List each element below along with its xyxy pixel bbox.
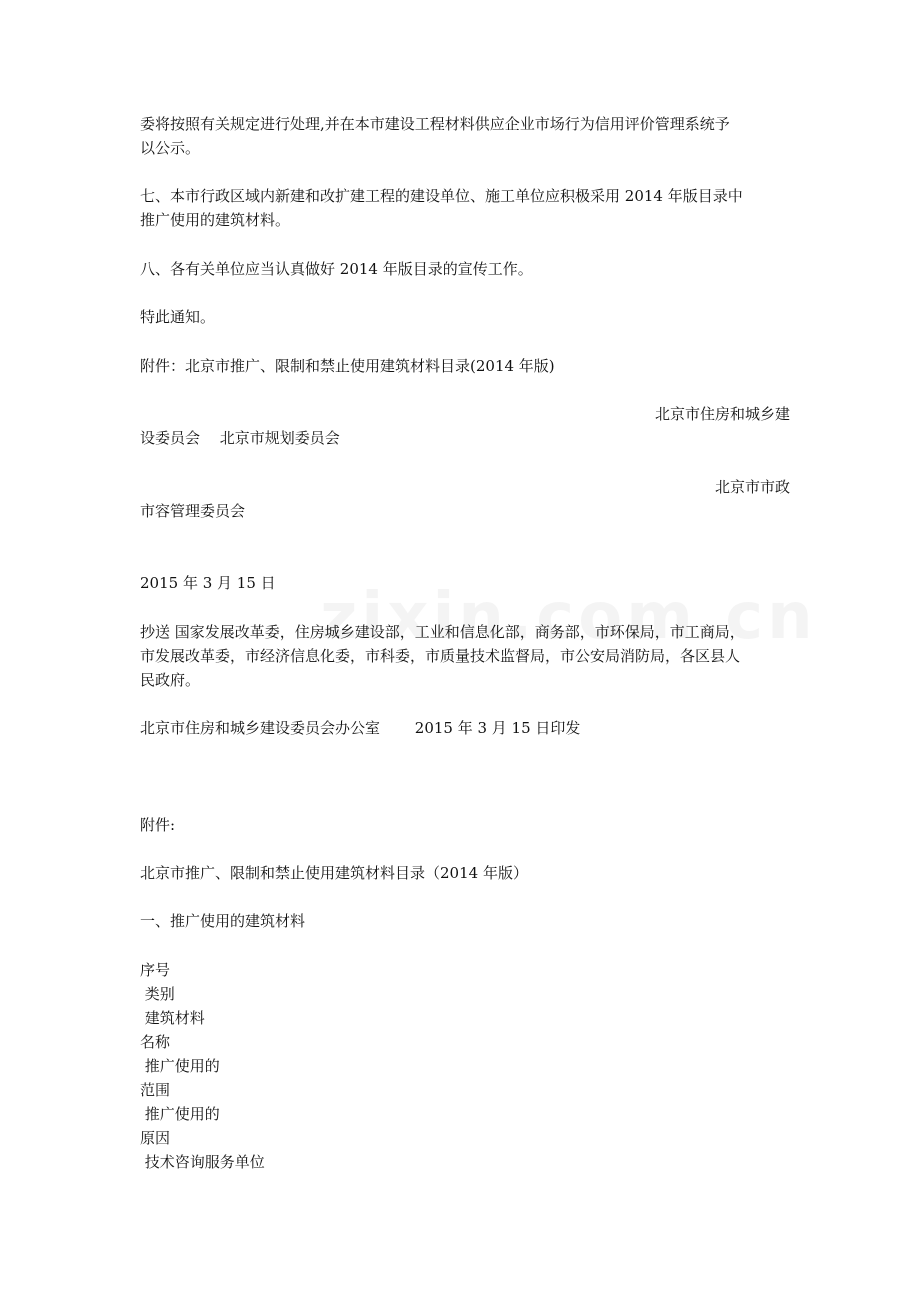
table-header-cell: 推广使用的 [140,1105,220,1123]
appendix-title: 北京市推广、限制和禁止使用建筑材料目录（2014 年版） [140,864,528,882]
cc-line-3: 民政府。 [140,671,201,689]
issuer-line: 北京市住房和城乡建设委员会办公室 2015 年 3 月 15 日印发 [140,719,581,737]
para-1-line-2: 以公示。 [140,139,201,157]
signature-line-1: 北京市住房和城乡建 [654,405,790,423]
document-date: 2015 年 3 月 15 日 [140,574,276,592]
para-7-line-2: 推广使用的建筑材料。 [140,211,291,229]
table-header-cell: 类别 [140,985,175,1003]
table-header-cell: 序号 [140,961,171,979]
attachment-line: 附件：北京市推广、限制和禁止使用建筑材料目录(2014 年版) [140,357,555,375]
table-header-cell: 推广使用的 [140,1057,220,1075]
table-header-cell: 范围 [140,1081,171,1099]
para-7-line-1: 七、本市行政区域内新建和改扩建工程的建设单位、施工单位应积极采用 2014 年版目录中 [140,187,743,205]
signature-line-4: 市容管理委员会 [140,502,246,520]
table-header-cell: 原因 [140,1129,171,1147]
closing-text: 特此通知。 [140,308,216,326]
para-1-line-1: 委将按照有关规定进行处理,并在本市建设工程材料供应企业市场行为信用评价管理系统予 [140,115,730,133]
cc-line-2: 市发展改革委，市经济信息化委，市科委，市质量技术监督局，市公安局消防局，各区县人 [140,647,741,665]
section-heading: 一、推广使用的建筑材料 [140,912,306,930]
para-8: 八、各有关单位应当认真做好 2014 年版目录的宣传工作。 [140,260,533,278]
signature-line-3: 北京市市政 [714,478,790,496]
table-header-cell: 建筑材料 [140,1009,205,1027]
cc-line-1: 抄送 国家发展改革委，住房城乡建设部，工业和信息化部，商务部，市环保局，市工商局， [140,623,745,641]
table-header-cell: 名称 [140,1033,171,1051]
table-header-cell: 技术咨询服务单位 [140,1153,265,1171]
appendix-label: 附件: [140,816,176,834]
signature-line-2: 设委员会 北京市规划委员会 [140,429,340,447]
